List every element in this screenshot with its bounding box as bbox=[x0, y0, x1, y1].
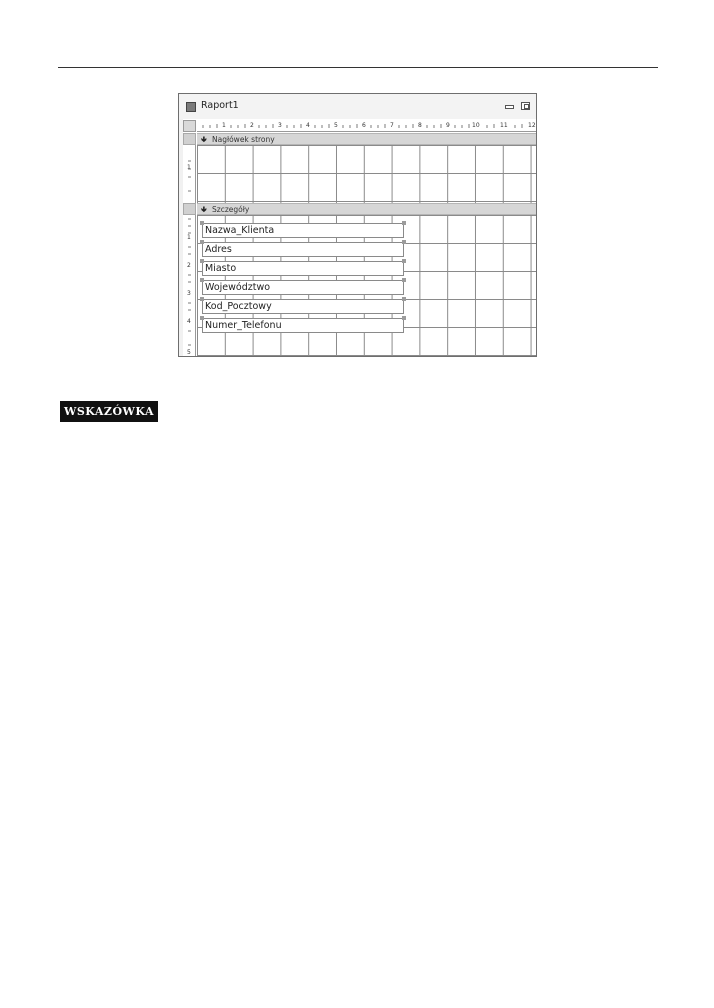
section-arrow-icon: 🢃 bbox=[201, 205, 207, 214]
vertical-ruler[interactable] bbox=[183, 133, 196, 357]
window-titlebar[interactable] bbox=[179, 94, 536, 119]
field-nazwa-klienta[interactable]: Nazwa_Klienta bbox=[202, 223, 404, 238]
resize-handle[interactable] bbox=[200, 278, 204, 282]
ruler-number: 3 bbox=[187, 290, 191, 297]
ruler-number: 4 bbox=[187, 318, 191, 325]
resize-handle[interactable] bbox=[200, 221, 204, 225]
page-top-rule bbox=[58, 67, 658, 68]
tip-badge: WSKAZÓWKA bbox=[60, 401, 158, 422]
resize-handle[interactable] bbox=[402, 221, 406, 225]
field-kod-pocztowy[interactable]: Kod_Pocztowy bbox=[202, 299, 404, 314]
resize-handle[interactable] bbox=[402, 316, 406, 320]
ruler-number: 1 bbox=[187, 164, 191, 171]
ruler-number: 2 bbox=[250, 122, 254, 129]
window-title: Raport1 bbox=[201, 100, 239, 111]
ruler-number: 8 bbox=[418, 122, 422, 129]
field-wojewodztwo[interactable]: Województwo bbox=[202, 280, 404, 295]
ruler-number: 11 bbox=[500, 122, 508, 129]
field-numer-telefonu[interactable]: Numer_Telefonu bbox=[202, 318, 404, 333]
page-header-bar[interactable] bbox=[197, 133, 537, 145]
resize-handle[interactable] bbox=[402, 278, 406, 282]
minimize-icon[interactable] bbox=[505, 105, 514, 109]
horizontal-ruler[interactable] bbox=[197, 120, 537, 132]
page-header-selector[interactable] bbox=[183, 133, 196, 145]
restore-icon[interactable] bbox=[521, 102, 530, 110]
ruler-number: 3 bbox=[278, 122, 282, 129]
ruler-number: 5 bbox=[334, 122, 338, 129]
ruler-number: 7 bbox=[390, 122, 394, 129]
ruler-number: 12 bbox=[528, 122, 536, 129]
details-label: Szczegóły bbox=[212, 205, 250, 214]
resize-handle[interactable] bbox=[200, 297, 204, 301]
details-selector[interactable] bbox=[183, 203, 196, 215]
report-design-window[interactable] bbox=[178, 93, 537, 357]
resize-handle[interactable] bbox=[200, 316, 204, 320]
field-miasto[interactable]: Miasto bbox=[202, 261, 404, 276]
ruler-number: 9 bbox=[446, 122, 450, 129]
field-adres[interactable]: Adres bbox=[202, 242, 404, 257]
ruler-ticks bbox=[197, 120, 537, 132]
ruler-number: 5 bbox=[187, 349, 191, 356]
ruler-number: 2 bbox=[187, 262, 191, 269]
design-surface bbox=[183, 119, 537, 357]
resize-handle[interactable] bbox=[402, 240, 406, 244]
ruler-number: 6 bbox=[362, 122, 366, 129]
ruler-number: 4 bbox=[306, 122, 310, 129]
details-bar[interactable] bbox=[197, 203, 537, 215]
section-arrow-icon: 🢃 bbox=[201, 135, 207, 144]
page-header-grid[interactable] bbox=[197, 145, 537, 203]
report-selector[interactable] bbox=[183, 120, 196, 132]
resize-handle[interactable] bbox=[402, 297, 406, 301]
resize-handle[interactable] bbox=[402, 259, 406, 263]
report-icon bbox=[186, 102, 196, 112]
page-header-label: Nagłówek strony bbox=[212, 135, 275, 144]
resize-handle[interactable] bbox=[200, 240, 204, 244]
ruler-number: 1 bbox=[222, 122, 226, 129]
ruler-number: 1 bbox=[187, 234, 191, 241]
ruler-number: 10 bbox=[472, 122, 480, 129]
resize-handle[interactable] bbox=[200, 259, 204, 263]
